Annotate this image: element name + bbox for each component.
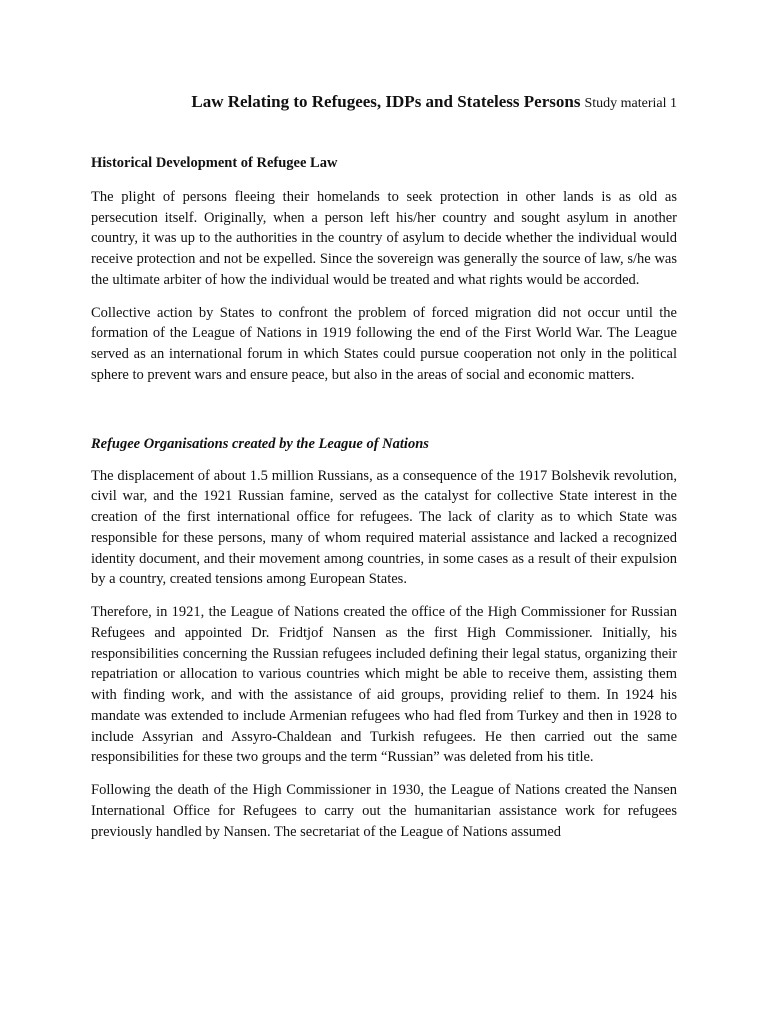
document-header xyxy=(91,0,677,113)
subsection-heading: Refugee Organisations created by the League of Nations xyxy=(91,435,429,452)
subsection xyxy=(91,434,677,454)
document-title: Law Relating to Refugees, IDPs and Stateless Persons xyxy=(191,92,581,111)
paragraph: Therefore, in 1921, the League of Nations created the office of the High Commissioner for Russian Refugees and appointed Dr. Fridtjof Nansen as the first High Commissioner. Initially, his responsibilities concerning the Russian refugees included defining their legal status, organizing their repatriation or allocation to various countries which might be able to receive them, assisting them with finding work, and with the assistance of aid groups, providing relief to them. In 1924 his mandate was extended to include Armenian refugees who had fled from Turkey and then in 1928 to include Assyrian and Assyro-Chaldean and Turkish refugees. He then carried out the same responsibilities for these two groups and the term “Russian” was deleted from his title. xyxy=(91,604,677,766)
section-heading: Historical Development of Refugee Law xyxy=(91,154,338,171)
paragraph: Collective action by States to confront the problem of forced migration did not occur until the formation of the League of Nations in 1919 following the end of the First World War. The League served as an international forum in which States could pursue cooperation not only in the political sphere to prevent wars and ensure peace, but also in the areas of social and economic matters. xyxy=(91,304,677,383)
document-subtitle: Study material 1 xyxy=(584,96,677,111)
paragraph: The plight of persons fleeing their homelands to seek protection in other lands is as old as persecution itself. Originally, when a person left his/her country and sought asylum in another country, it was up to the authorities in the country of asylum to decide whether the individual would receive protection and not be expelled. Since the sovereign was generally the source of law, s/he was the ultimate arbiter of how the individual would be treated and what rights would be accorded. xyxy=(91,188,677,288)
paragraph: Following the death of the High Commissioner in 1930, the League of Nations created the Nansen International Office for Refugees to carry out the humanitarian assistance work for refugees previously handled by Nansen. The secretariat of the League of Nations assumed xyxy=(91,782,677,840)
paragraph: The displacement of about 1.5 million Russians, as a consequence of the 1917 Bolshevik revolution, civil war, and the 1921 Russian famine, served as the catalyst for collective State interest in the creation of the first international office for refugees. The lack of clarity as to which State was responsible for these persons, many of whom required material assistance and lacked a recognized identity document, and their movement among countries, in some cases as a result of their expulsion by a country, created tensions among European States. xyxy=(91,467,677,588)
